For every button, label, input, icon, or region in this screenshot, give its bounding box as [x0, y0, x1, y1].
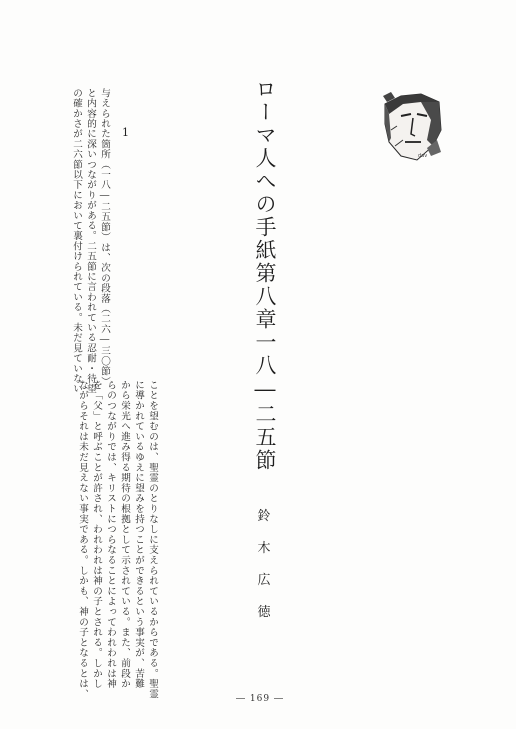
section-number: 1 [119, 126, 132, 139]
page-number: ― 169 ― [236, 694, 284, 704]
portrait-illustration [381, 90, 447, 166]
text-line: らのつながりでは、キリストにつらなることによってわれわれは神 [105, 380, 116, 689]
author-char: 鈴 [257, 509, 271, 524]
article-title: ローマ人への手紙第八章一八―二五節 [253, 78, 277, 472]
text-line: と内容的に深いつながりがある。二五節に言われている忍耐・待望 [85, 88, 96, 394]
text-line: 与えられた箇所（一八―二五節）は、次の段落（二六―三〇節） [99, 88, 110, 387]
text-line: から栄光へ進み得る期待の根拠として示されている。また、前段か [119, 380, 130, 689]
author-name [244, 510, 284, 620]
author-char: 徳 [257, 605, 271, 620]
author-char: 広 [257, 573, 271, 588]
body-text-upper [61, 88, 111, 394]
text-line: の確かさが二六節以下において裏付けられている。未だ見ていない [71, 88, 82, 394]
illustration-signature: dav [418, 153, 428, 159]
text-line: ながらそれは未だ見えない事実である。しかも、神の子となるとは、 [77, 380, 88, 700]
text-line: を「父」と呼ぶことが許され、われわれは神の子とされる。しかし [91, 380, 102, 689]
body-text-lower [61, 380, 159, 700]
face-sketch-icon [381, 90, 447, 166]
author-char: 木 [257, 541, 271, 556]
text-line: に導かれているゆえに望みを持つことができるという事実が、苦難 [133, 380, 144, 689]
text-line: ことを望むのは、聖霊のとりなしに支えられているからである。聖霊 [147, 380, 158, 700]
